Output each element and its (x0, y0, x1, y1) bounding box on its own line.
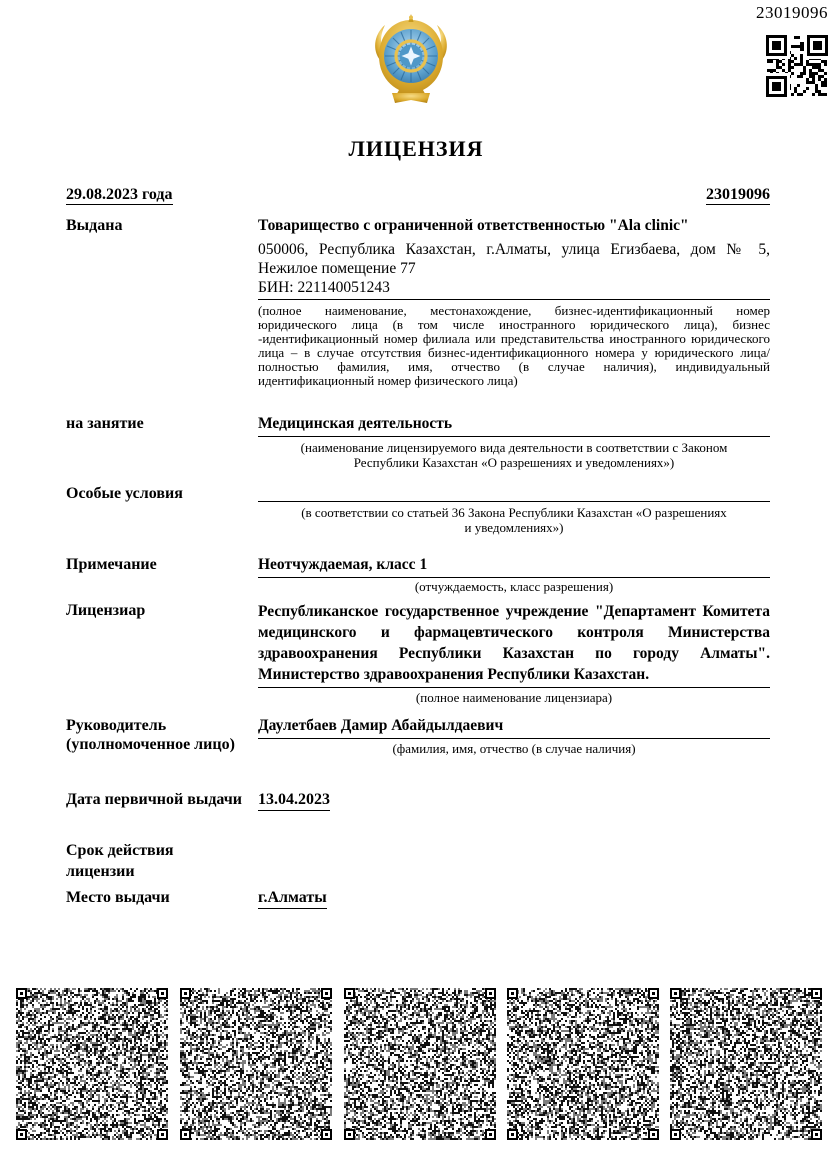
remark-note: (отчуждаемость, класс разрешения) (414, 579, 614, 594)
remark-value: Неотчуждаемая, класс 1 (258, 555, 770, 578)
issued-to-note: (полное наименование, местонахождение, бизнес-идентификационный номер юридического лица (в том числе иностранного юридического лица), бизнес -идентификационный номер филиала или представительства иностранного юридического лица – в случае отсутствия бизнес-идентификационного номера у юридического лица/полностью фамилия, имя, отчество (в случае наличия), индивидуальный идентификационный номер физического лица) (258, 303, 770, 388)
licensor-note: (полное наименование лицензиара) (415, 690, 613, 705)
doc-number-top: 23019096 (756, 3, 828, 22)
head-person-value: Даулетбаев Дамир Абайдылдаевич (258, 716, 770, 739)
activity-value: Медицинская деятельность (258, 414, 770, 437)
licensor-value: Республиканское государственное учреждение "Департамент Комитета медицинского и фармацевтического контроля Министерства здравоохранения Республики Казахстан по городу Алматы". Министерство здравоохранения Республики Казахстан. (258, 601, 770, 688)
head-person-note: (фамилия, имя, отчество (в случае наличия) (392, 741, 636, 756)
issued-to-bin: БИН: 221140051243 (258, 279, 390, 296)
qr-code-icon (764, 33, 830, 99)
remark-label: Примечание (66, 556, 157, 573)
issue-date: 29.08.2023 года (66, 186, 173, 203)
barcode-strip (0, 988, 832, 1140)
issue-place-value: г.Алматы (258, 888, 327, 909)
special-conditions-note: (в соответствии со статьей 36 Закона Республики Казахстан «О разрешениях и уведомлениях») (301, 505, 727, 535)
special-conditions-label: Особые условия (66, 485, 183, 502)
license-number: 23019096 (706, 186, 770, 203)
data-matrix-code-icon (344, 988, 496, 1140)
data-matrix-code-icon (180, 988, 332, 1140)
special-conditions-value (258, 484, 770, 502)
activity-label: на занятие (66, 415, 144, 432)
data-matrix-code-icon (16, 988, 168, 1140)
head-person-label: Руководитель (уполномоченное лицо) (66, 717, 235, 753)
underline-rule (258, 299, 770, 300)
data-matrix-code-icon (507, 988, 659, 1140)
page-title: ЛИЦЕНЗИЯ (348, 136, 484, 161)
issued-to-label: Выдана (66, 217, 123, 234)
kazakhstan-coat-of-arms-icon (372, 14, 450, 108)
activity-note: (наименование лицензируемого вида деятельности в соответствии с Законом Республики Казахстан «О разрешениях и уведомлениях») (300, 440, 728, 470)
validity-label: Срок действия лицензии (66, 842, 174, 880)
issue-place-label: Место выдачи (66, 889, 170, 906)
first-issue-label: Дата первичной выдачи (66, 791, 243, 808)
issued-to-address: 050006, Республика Казахстан, г.Алматы, улица Егизбаева, дом № 5, Нежилое помещение 77 (258, 241, 770, 277)
first-issue-value: 13.04.2023 (258, 790, 330, 811)
licensor-label: Лицензиар (66, 602, 146, 619)
data-matrix-code-icon (670, 988, 822, 1140)
issued-to-name: Товарищество с ограниченной ответственностью "Ala clinic" (258, 217, 689, 234)
